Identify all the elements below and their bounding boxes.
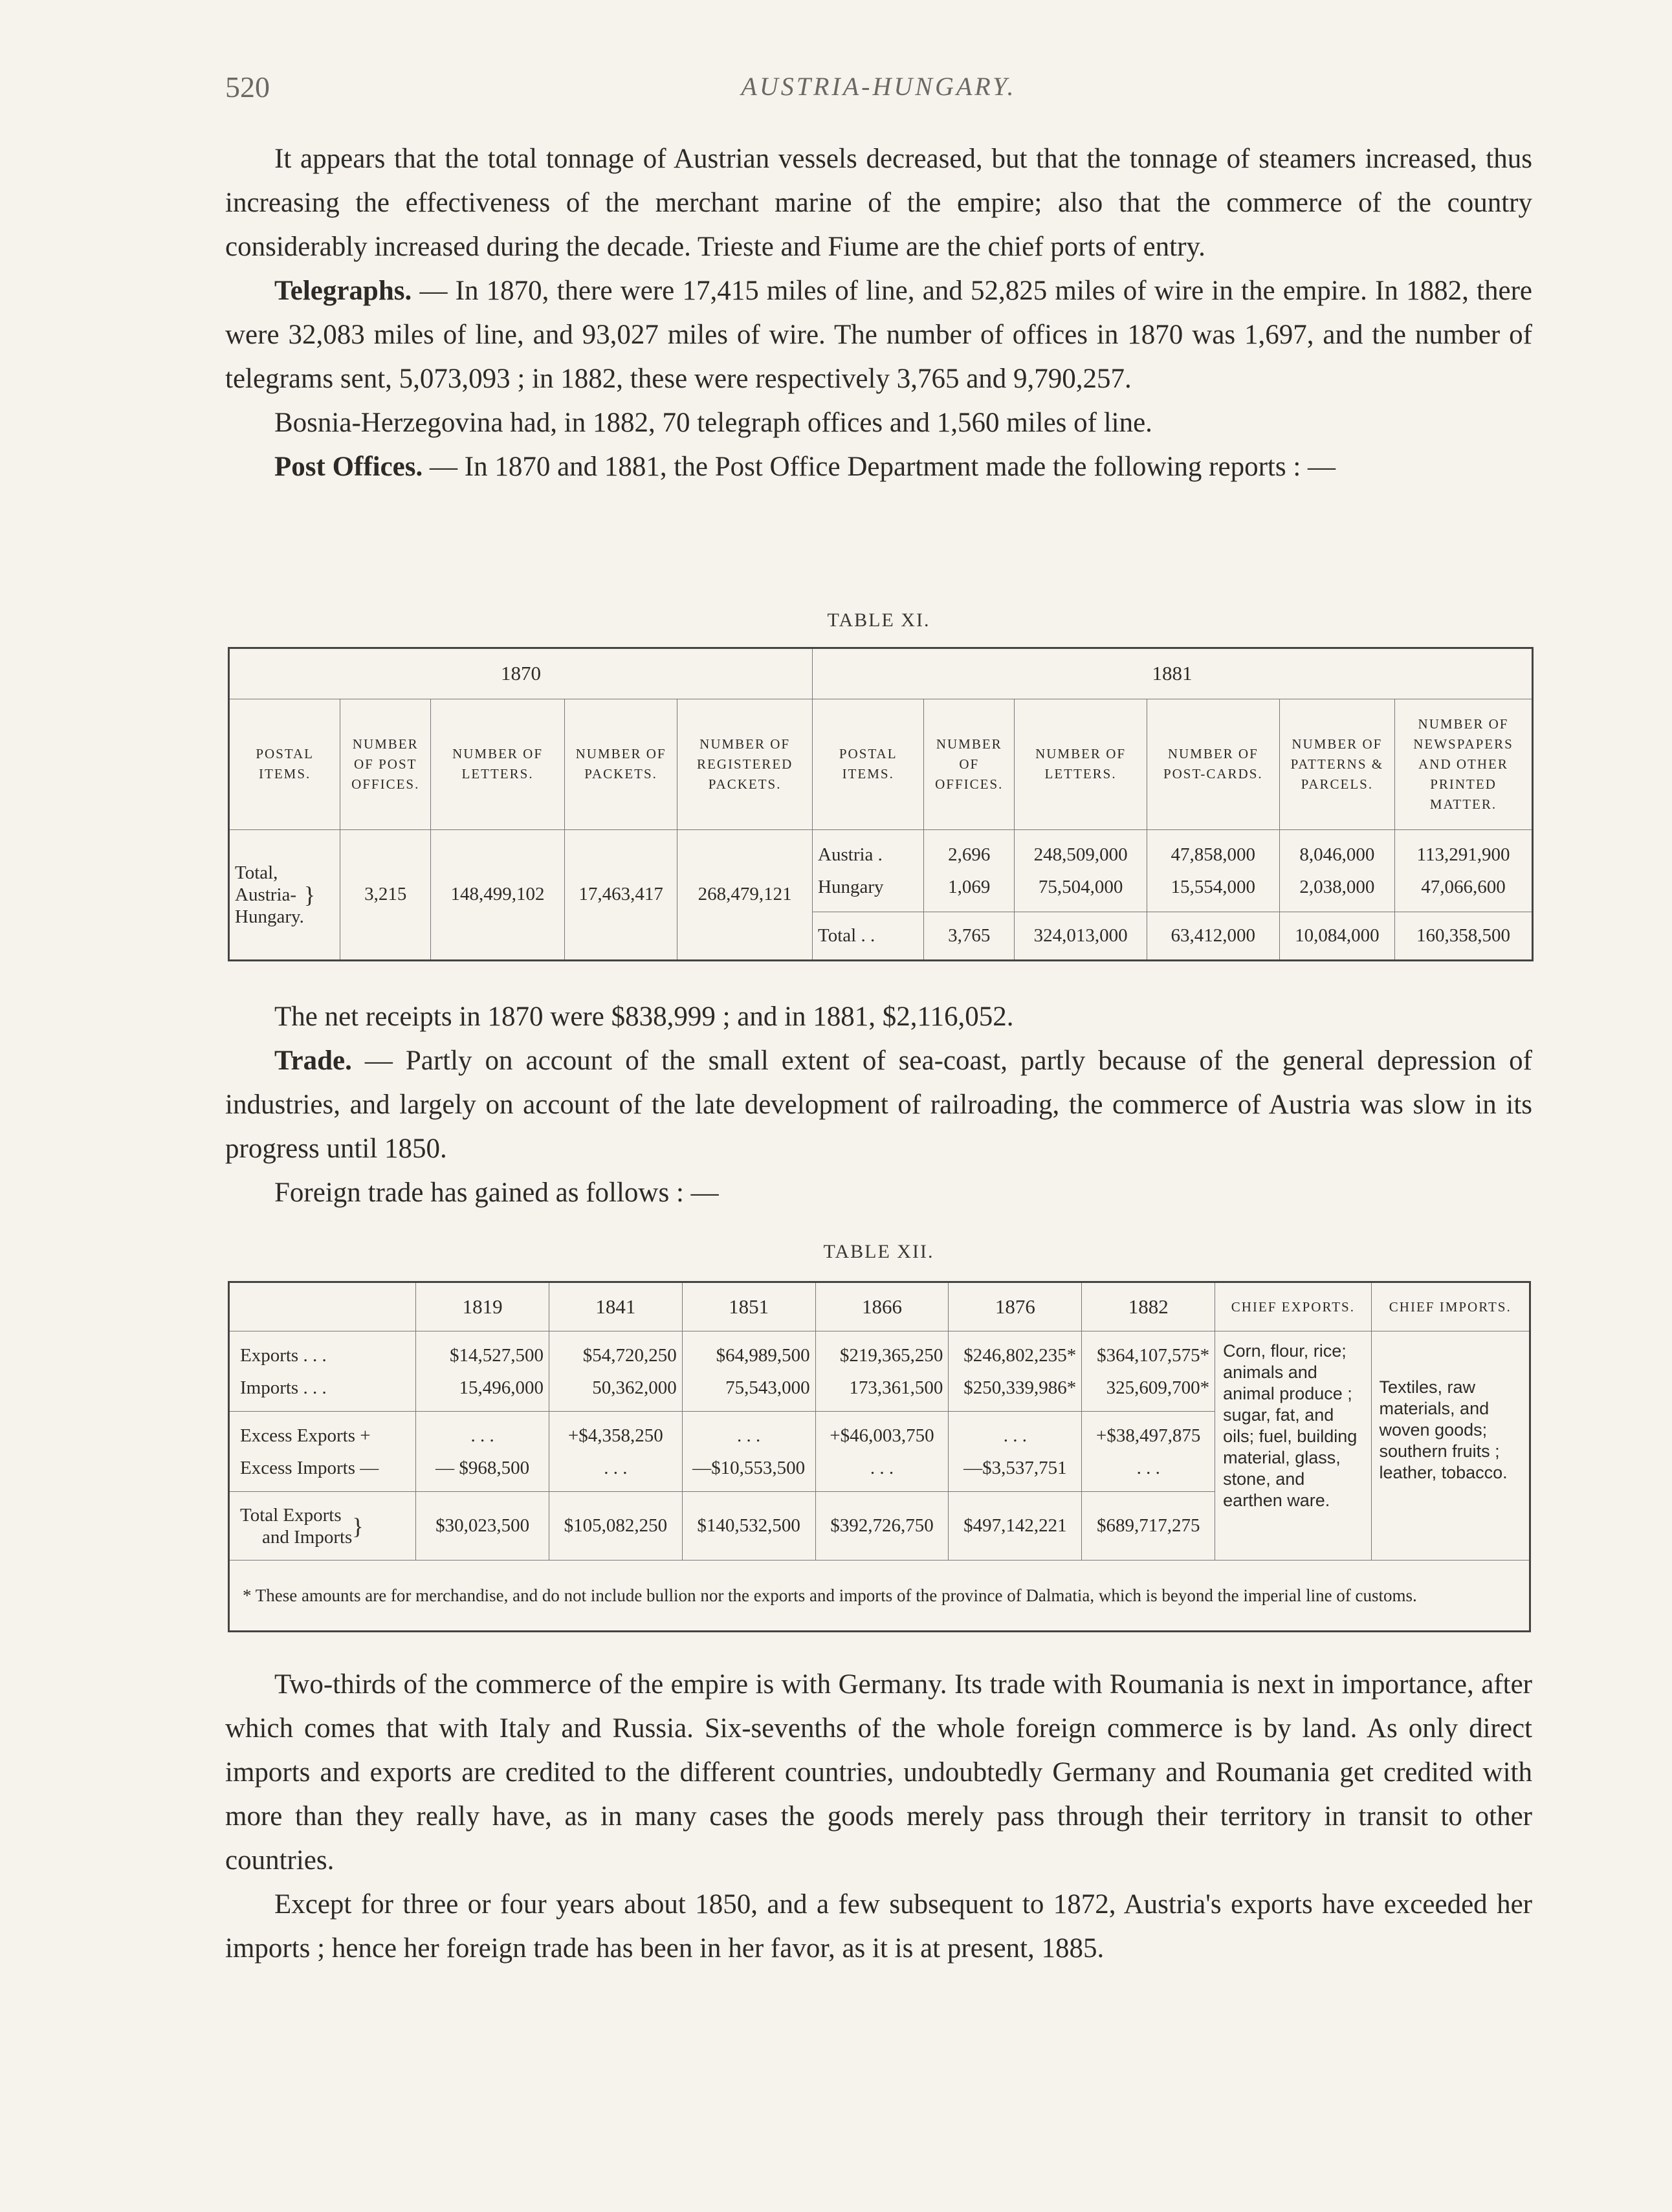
cell-1881-offices [924,829,1015,912]
value: 75,504,000 [1038,877,1123,898]
cell-1876-exports-imports [949,1331,1082,1412]
value: $364,107,575* [1097,1344,1210,1366]
value: — $968,500 [435,1457,530,1478]
body-text-middle [225,995,1532,1215]
column-header: POSTAL ITEMS. [229,699,340,829]
cell-1870-letters: 148,499,102 [431,829,565,960]
cell-1881-labels [813,829,924,912]
value: . . . [604,1457,628,1478]
paragraph-germany: Two-thirds of the commerce of the empire is with Germany. Its trade with Roumania is next in importance, after which comes that with Italy and Russia. Six-sevenths of the whole foreign commerce is by land. As only direct imports and exports are credited to the different countries, undoubtedly Germany and Roumania get credited with more than they really have, as in many cases the goods merely pass through their territory in transit to other countries. [225,1669,1532,1876]
column-header: NUMBER OF PATTERNS & PARCELS. [1279,699,1394,829]
row-labels-excess [229,1412,416,1492]
row-label-total: Total . . [813,912,924,961]
table-xii [228,1281,1531,1632]
row-label-total-austria-hungary [229,829,340,960]
body-text-bottom [225,1663,1532,1971]
total-patterns: 10,084,000 [1279,912,1394,961]
cell-1870-packets: 17,463,417 [564,829,677,960]
cell-1870-offices: 3,215 [340,829,431,960]
cell-1881-letters [1015,829,1147,912]
value: $250,339,986* [963,1377,1077,1398]
table-xii-caption: TABLE XII. [823,1241,934,1262]
cell-1882-exports-imports [1082,1331,1215,1412]
paragraph-bosnia: Bosnia-Herzegovina had, in 1882, 70 telegraph offices and 1,560 miles of line. [274,408,1152,438]
cell-1841-excess [549,1412,682,1492]
total-cell: $105,082,250 [549,1492,682,1560]
paragraph-telegraphs-text: — In 1870, there were 17,415 miles of line, and 52,825 miles of wire in the empire. In 1882, there were 32,083 miles of line, and 93,027 miles of wire. The number of offices in 1870 was 1,697, and the number of telegrams sent, 5,073,093 ; in 1882, these were respectively 3,765 and 9,790,257. [225,276,1532,394]
run-in-heading-trade: Trade. [274,1046,352,1076]
brace-glyph: } [352,1513,364,1539]
header-corner [229,1282,416,1331]
total-cell: $689,717,275 [1082,1492,1215,1560]
value: 75,543,000 [725,1377,810,1398]
row-label-excess-imports: Excess Imports — [240,1457,379,1478]
paragraph-trade [225,1039,1532,1171]
value: $64,989,500 [716,1344,810,1366]
value: 248,509,000 [1033,844,1128,866]
value: +$46,003,750 [830,1425,934,1446]
row-labels-exports-imports [229,1331,416,1412]
cell-1881-patterns [1279,829,1394,912]
column-header: NUMBER OF NEWSPAPERS AND OTHER PRINTED MATTER. [1395,699,1533,829]
year-header: 1866 [815,1282,949,1331]
value: +$4,358,250 [567,1425,663,1446]
value: 47,066,600 [1421,877,1506,898]
column-header: NUMBER OF OFFICES. [924,699,1015,829]
run-in-heading-post-offices: Post Offices. [274,452,423,482]
row-label-total-exports-imports [229,1492,416,1560]
cell-1851-excess [682,1412,815,1492]
value: 2,038,000 [1299,877,1375,898]
total-offices: 3,765 [924,912,1015,961]
column-header: NUMBER OF POST OFFICES. [340,699,431,829]
cell-1819-exports-imports [416,1331,549,1412]
value: —$3,537,751 [963,1457,1067,1478]
row-label-line: Total, [235,862,278,883]
running-title: AUSTRIA-HUNGARY. [741,72,1017,101]
paragraph-trade-text: — Partly on account of the small extent of sea-coast, partly because of the general depression of industries, and largely on account of the late development of railroading, the commerce of Austria was slow in its progress until 1850. [225,1046,1532,1164]
value: $246,802,235* [963,1344,1077,1366]
value: 325,609,700* [1106,1377,1210,1398]
total-cell: $30,023,500 [416,1492,549,1560]
row-label-hungary: Hungary [818,877,884,898]
cell-1870-registered: 268,479,121 [677,829,813,960]
running-head [225,70,1532,109]
table-footnote: * These amounts are for merchandise, and do not include bullion nor the exports and imports of the province of Dalmatia, which is beyond the imperial line of customs. [229,1560,1530,1632]
value: 113,291,900 [1416,844,1510,866]
table-xi-caption: TABLE XI. [827,609,930,631]
value: 50,362,000 [592,1377,677,1398]
row-label-line: Hungary. [235,906,304,927]
value: 2,696 [948,844,991,866]
column-header: NUMBER OF REGISTERED PACKETS. [677,699,813,829]
row-label-line: and Imports [262,1526,353,1548]
paragraph-tonnage: It appears that the total tonnage of Austrian vessels decreased, but that the tonnage of steamers increased, thus increasing the effectiveness of the merchant marine of the empire; also that the commerce of the country considerably increased during the decade. Trieste and Fiume are the chief ports of entry. [225,144,1532,262]
row-label-exports: Exports . . . [240,1344,327,1366]
cell-1882-excess [1082,1412,1215,1492]
paragraph-telegraphs [225,269,1532,401]
body-text-top [225,137,1532,489]
row-label-austria: Austria . [818,844,883,866]
total-cell: $497,142,221 [949,1492,1082,1560]
year-header: 1841 [549,1282,682,1331]
table-xi [228,647,1534,961]
cell-1841-exports-imports [549,1331,682,1412]
value: —$10,553,500 [692,1457,806,1478]
paragraph-exports-exceeded: Except for three or four years about 1850, and a few subsequent to 1872, Austria's exports have exceeded her imports ; hence her foreign trade has been in her favor, as it is at present, 1885. [225,1889,1532,1964]
total-newspapers: 160,358,500 [1395,912,1533,961]
paragraph-net-receipts: The net receipts in 1870 were $838,999 ; and in 1881, $2,116,052. [274,1002,1014,1032]
year-header-1870: 1870 [229,648,813,699]
chief-exports-cell: Corn, flour, rice; animals and animal produce ; sugar, fat, and oils; fuel, building material, glass, stone, and earthen ware. [1215,1331,1371,1560]
brace-glyph: } [303,881,316,908]
chief-imports-cell: Textiles, raw materials, and woven goods; southern fruits ; leather, tobacco. [1371,1331,1530,1560]
row-label-line: Austria- [235,884,297,905]
cell-1851-exports-imports [682,1331,815,1412]
cell-1881-newspapers [1395,829,1533,912]
column-header: NUMBER OF POST-CARDS. [1147,699,1279,829]
value: $219,365,250 [839,1344,943,1366]
total-letters: 324,013,000 [1015,912,1147,961]
year-header: 1819 [416,1282,549,1331]
cell-1866-excess [815,1412,949,1492]
column-header: NUMBER OF PACKETS. [564,699,677,829]
paragraph-post-offices-text: — In 1870 and 1881, the Post Office Department made the following reports : — [423,452,1336,482]
chief-imports-header: CHIEF IMPORTS. [1371,1282,1530,1331]
year-header: 1876 [949,1282,1082,1331]
value: 15,496,000 [459,1377,544,1398]
column-header: NUMBER OF LETTERS. [431,699,565,829]
cell-1866-exports-imports [815,1331,949,1412]
cell-1819-excess [416,1412,549,1492]
value: $54,720,250 [582,1344,677,1366]
paragraph-foreign-trade: Foreign trade has gained as follows : — [274,1177,719,1208]
value: . . . [1003,1425,1027,1446]
paragraph-post-offices [225,445,1532,489]
value: +$38,497,875 [1096,1425,1201,1446]
run-in-heading-telegraphs: Telegraphs. [274,276,412,306]
row-label-line: Total Exports [240,1504,342,1526]
value: $14,527,500 [449,1344,544,1366]
value: 47,858,000 [1171,844,1256,866]
column-header: POSTAL ITEMS. [813,699,924,829]
cell-1876-excess [949,1412,1082,1492]
value: 15,554,000 [1171,877,1256,898]
cell-1881-postcards [1147,829,1279,912]
value: 1,069 [948,877,991,898]
value: . . . [737,1425,761,1446]
value: . . . [870,1457,894,1478]
value: . . . [1136,1457,1160,1478]
total-postcards: 63,412,000 [1147,912,1279,961]
row-label-excess-exports: Excess Exports + [240,1425,371,1446]
total-cell: $140,532,500 [682,1492,815,1560]
year-header-1881: 1881 [813,648,1533,699]
page-number: 520 [225,71,270,104]
year-header: 1882 [1082,1282,1215,1331]
column-header: NUMBER OF LETTERS. [1015,699,1147,829]
row-label-imports: Imports . . . [240,1377,327,1398]
total-cell: $392,726,750 [815,1492,949,1560]
value: . . . [470,1425,494,1446]
value: 8,046,000 [1299,844,1375,866]
year-header: 1851 [682,1282,815,1331]
value: 173,361,500 [849,1377,943,1398]
chief-exports-header: CHIEF EXPORTS. [1215,1282,1371,1331]
